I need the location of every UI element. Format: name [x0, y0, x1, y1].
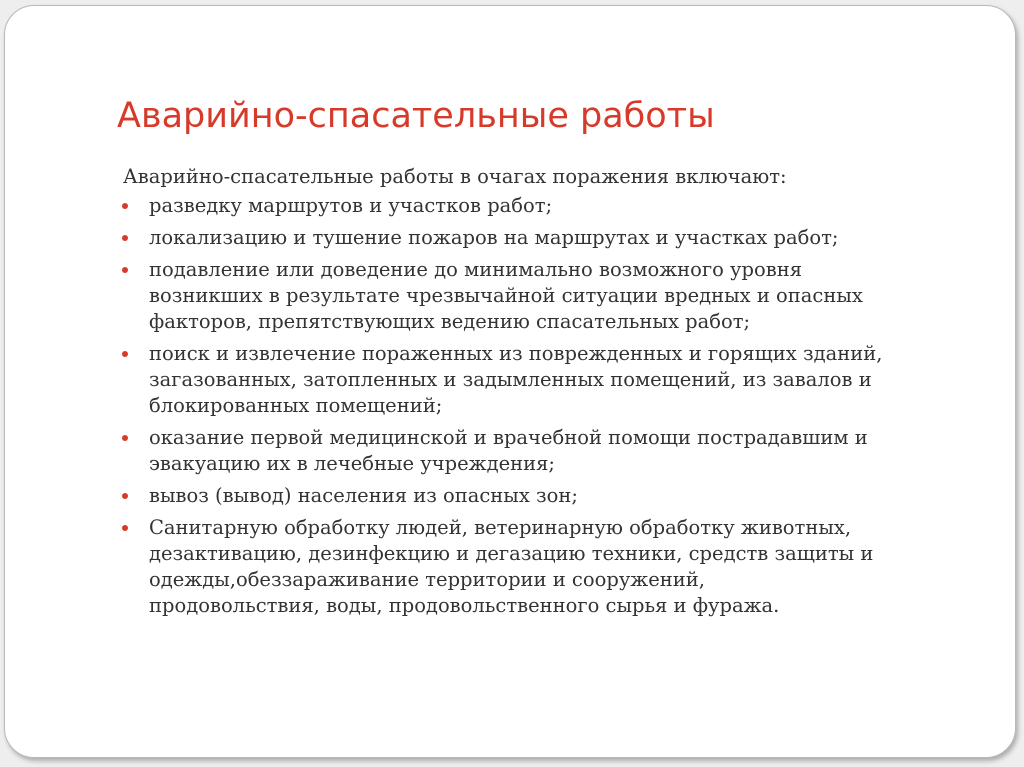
bullet-text-line: поиск и извлечение пораженных из поврежденных и горящих зданий, [149, 342, 883, 365]
bullet-text-line: Санитарную обработку людей, ветеринарную обработку животных, [149, 516, 852, 539]
bullet-text-line: дезактивацию, дезинфекцию и дегазацию техники, средств защиты и [149, 542, 874, 565]
bullet-text-line: локализацию и тушение пожаров на маршрутах и участках работ; [149, 226, 839, 249]
bullet-text-line: загазованных, затопленных и задымленных помещений, из завалов и [149, 368, 872, 391]
bullet-dot-icon [122, 267, 128, 273]
slide-content [123, 164, 983, 625]
bullet-dot-icon [122, 203, 128, 209]
slide-frame [4, 5, 1016, 758]
bullet-list [123, 193, 983, 619]
bullet-dot-icon [122, 435, 128, 441]
bullet-item [123, 257, 983, 335]
bullet-item [123, 225, 983, 251]
bullet-item [123, 341, 983, 419]
bullet-text-line: блокированных помещений; [149, 394, 443, 417]
bullet-text-line: подавление или доведение до минимально возможного уровня [149, 258, 803, 281]
bullet-text-line: факторов, препятствующих ведению спасательных работ; [149, 310, 751, 333]
bullet-text-line: оказание первой медицинской и врачебной помощи пострадавшим и [149, 426, 868, 449]
bullet-item [123, 483, 983, 509]
bullet-text-line: продовольствия, воды, продовольственного сырья и фуража. [149, 594, 780, 617]
bullet-item [123, 193, 983, 219]
bullet-dot-icon [122, 351, 128, 357]
bullet-text-line: разведку маршрутов и участков работ; [149, 194, 553, 217]
intro-text: Аварийно-спасательные работы в очагах поражения включают: [123, 165, 787, 188]
bullet-dot-icon [122, 525, 128, 531]
bullet-item [123, 425, 983, 477]
bullet-item [123, 515, 983, 619]
bullet-dot-icon [122, 493, 128, 499]
slide-title: Аварийно-спасательные работы [117, 96, 715, 136]
bullet-dot-icon [122, 235, 128, 241]
bullet-text-line: вывоз (вывод) населения из опасных зон; [149, 484, 578, 507]
bullet-text-line: одежды,обеззараживание территории и сооружений, [149, 568, 705, 591]
bullet-text-line: эвакуацию их в лечебные учреждения; [149, 452, 555, 475]
bullet-text-line: возникших в результате чрезвычайной ситуации вредных и опасных [149, 284, 863, 307]
